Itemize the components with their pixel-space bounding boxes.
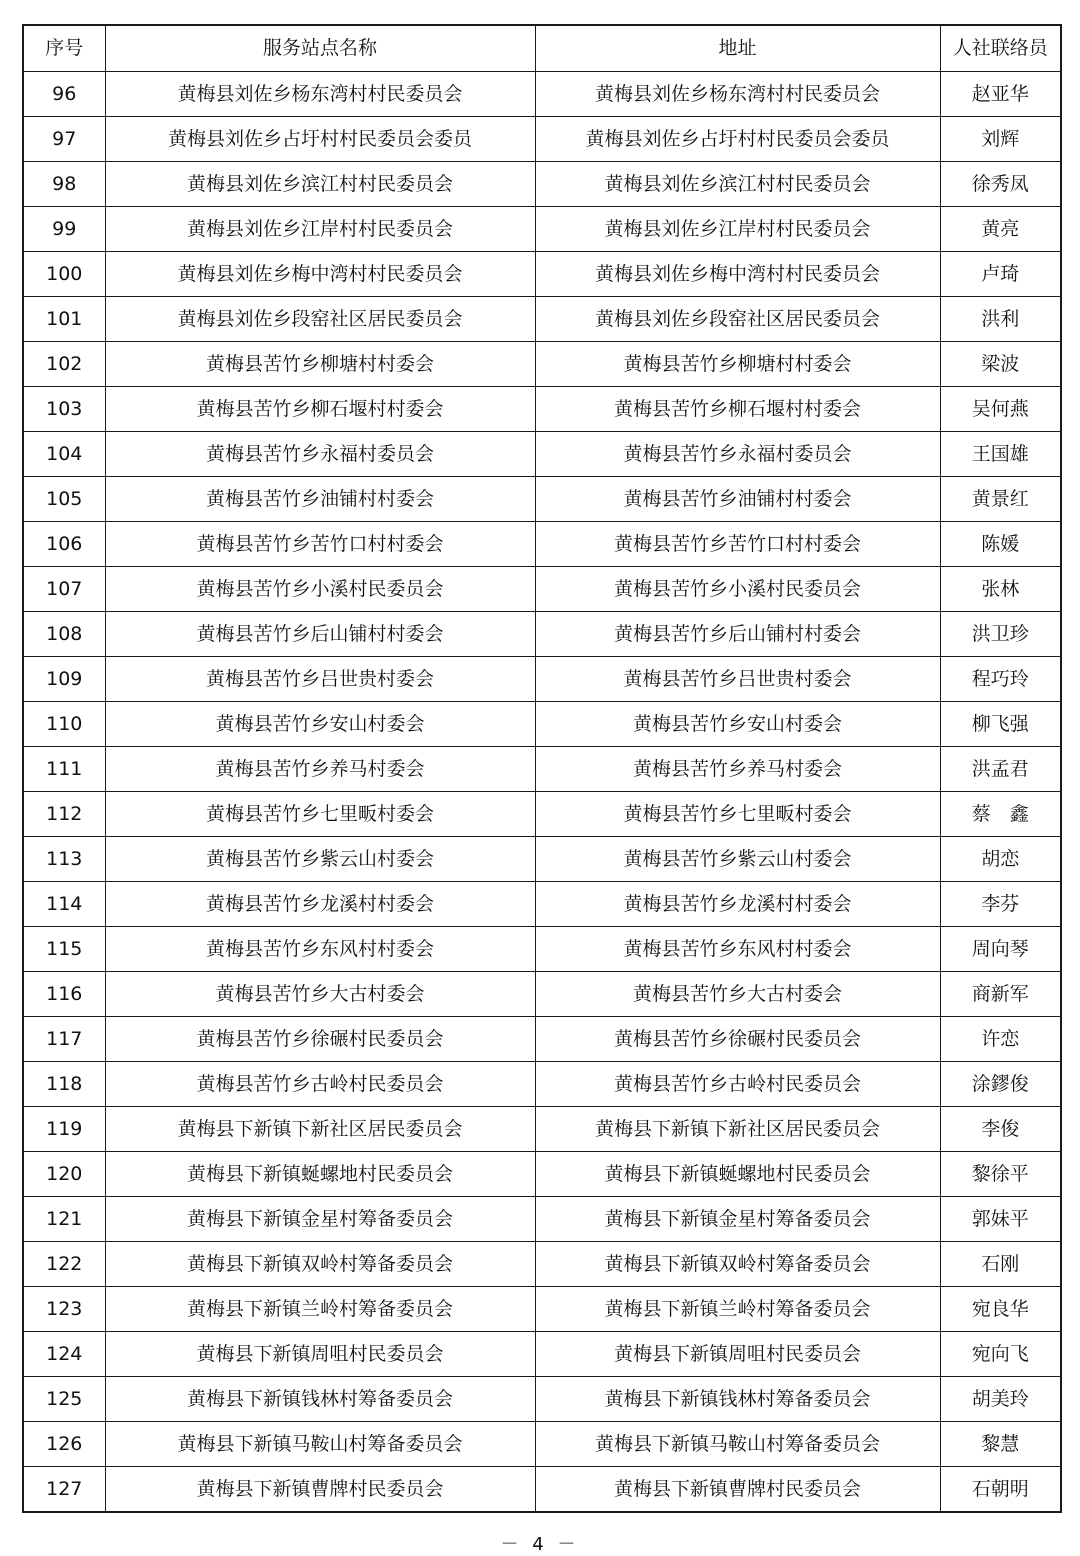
station-name-cell: 黄梅县苦竹乡永福村委员会 (105, 432, 535, 477)
row-index-cell: 115 (23, 927, 105, 972)
station-name-cell: 黄梅县苦竹乡油铺村村委会 (105, 477, 535, 522)
station-name-cell: 黄梅县刘佐乡梅中湾村村民委员会 (105, 252, 535, 297)
row-index-cell: 96 (23, 72, 105, 117)
table-row (23, 1287, 1061, 1332)
table-row (23, 522, 1061, 567)
station-name-cell: 黄梅县下新镇曹牌村民委员会 (105, 1467, 535, 1513)
station-name-cell: 黄梅县刘佐乡江岸村村民委员会 (105, 207, 535, 252)
table-row (23, 1017, 1061, 1062)
station-name-cell: 黄梅县下新镇马鞍山村筹备委员会 (105, 1422, 535, 1467)
station-name-cell: 黄梅县苦竹乡柳石堰村村委会 (105, 387, 535, 432)
service-station-table (22, 24, 1062, 1513)
row-index-cell: 114 (23, 882, 105, 927)
row-index-cell: 117 (23, 1017, 105, 1062)
liaison-cell: 胡恋 (940, 837, 1061, 882)
station-name-cell: 黄梅县刘佐乡段窑社区居民委员会 (105, 297, 535, 342)
address-cell: 黄梅县苦竹乡油铺村村委会 (535, 477, 940, 522)
row-index-cell: 109 (23, 657, 105, 702)
table-row (23, 1422, 1061, 1467)
liaison-cell: 商新军 (940, 972, 1061, 1017)
row-index-cell: 99 (23, 207, 105, 252)
row-index-cell: 118 (23, 1062, 105, 1107)
station-name-cell: 黄梅县苦竹乡徐碾村民委员会 (105, 1017, 535, 1062)
address-cell: 黄梅县刘佐乡滨江村村民委员会 (535, 162, 940, 207)
address-cell: 黄梅县苦竹乡柳石堰村村委会 (535, 387, 940, 432)
address-cell: 黄梅县下新镇马鞍山村筹备委员会 (535, 1422, 940, 1467)
table-row (23, 432, 1061, 477)
address-cell: 黄梅县苦竹乡古岭村民委员会 (535, 1062, 940, 1107)
row-index-cell: 105 (23, 477, 105, 522)
station-name-cell: 黄梅县下新镇蜒螺地村民委员会 (105, 1152, 535, 1197)
table-row (23, 567, 1061, 612)
liaison-cell: 黎慧 (940, 1422, 1061, 1467)
liaison-cell: 洪孟君 (940, 747, 1061, 792)
table-row (23, 162, 1061, 207)
station-name-cell: 黄梅县苦竹乡安山村委会 (105, 702, 535, 747)
table-row (23, 972, 1061, 1017)
row-index-cell: 119 (23, 1107, 105, 1152)
row-index-cell: 108 (23, 612, 105, 657)
table-row (23, 342, 1061, 387)
address-cell: 黄梅县刘佐乡段窑社区居民委员会 (535, 297, 940, 342)
table-row (23, 1062, 1061, 1107)
table-row (23, 1242, 1061, 1287)
address-cell: 黄梅县苦竹乡永福村委员会 (535, 432, 940, 477)
liaison-cell: 胡美玲 (940, 1377, 1061, 1422)
liaison-cell: 周向琴 (940, 927, 1061, 972)
column-header-station-name: 服务站点名称 (105, 25, 535, 72)
station-name-cell: 黄梅县苦竹乡养马村委会 (105, 747, 535, 792)
station-name-cell: 黄梅县苦竹乡吕世贵村委会 (105, 657, 535, 702)
liaison-cell: 李俊 (940, 1107, 1061, 1152)
station-name-cell: 黄梅县苦竹乡龙溪村村委会 (105, 882, 535, 927)
table-row (23, 927, 1061, 972)
row-index-cell: 110 (23, 702, 105, 747)
row-index-cell: 127 (23, 1467, 105, 1513)
column-header-address: 地址 (535, 25, 940, 72)
liaison-cell: 吴何燕 (940, 387, 1061, 432)
liaison-cell: 石朝明 (940, 1467, 1061, 1513)
page-number: － 4 － (500, 1534, 580, 1555)
address-cell: 黄梅县苦竹乡小溪村民委员会 (535, 567, 940, 612)
address-cell: 黄梅县苦竹乡安山村委会 (535, 702, 940, 747)
column-header-index: 序号 (23, 25, 105, 72)
address-cell: 黄梅县苦竹乡苦竹口村村委会 (535, 522, 940, 567)
row-index-cell: 120 (23, 1152, 105, 1197)
row-index-cell: 98 (23, 162, 105, 207)
station-name-cell: 黄梅县苦竹乡小溪村民委员会 (105, 567, 535, 612)
address-cell: 黄梅县刘佐乡江岸村村民委员会 (535, 207, 940, 252)
row-index-cell: 125 (23, 1377, 105, 1422)
liaison-cell: 徐秀凤 (940, 162, 1061, 207)
liaison-cell: 宛向飞 (940, 1332, 1061, 1377)
table-row (23, 1107, 1061, 1152)
row-index-cell: 107 (23, 567, 105, 612)
table-row (23, 477, 1061, 522)
address-cell: 黄梅县苦竹乡吕世贵村委会 (535, 657, 940, 702)
table-row (23, 1197, 1061, 1242)
table-row (23, 747, 1061, 792)
row-index-cell: 116 (23, 972, 105, 1017)
liaison-cell: 洪利 (940, 297, 1061, 342)
table-row (23, 657, 1061, 702)
liaison-cell: 蔡 鑫 (940, 792, 1061, 837)
table-row (23, 882, 1061, 927)
table-row (23, 792, 1061, 837)
address-cell: 黄梅县下新镇金星村筹备委员会 (535, 1197, 940, 1242)
station-name-cell: 黄梅县下新镇兰岭村筹备委员会 (105, 1287, 535, 1332)
address-cell: 黄梅县刘佐乡杨东湾村村民委员会 (535, 72, 940, 117)
station-name-cell: 黄梅县苦竹乡柳塘村村委会 (105, 342, 535, 387)
address-cell: 黄梅县下新镇兰岭村筹备委员会 (535, 1287, 940, 1332)
row-index-cell: 111 (23, 747, 105, 792)
address-cell: 黄梅县下新镇周咀村民委员会 (535, 1332, 940, 1377)
station-name-cell: 黄梅县下新镇金星村筹备委员会 (105, 1197, 535, 1242)
liaison-cell: 郭妹平 (940, 1197, 1061, 1242)
address-cell: 黄梅县苦竹乡龙溪村村委会 (535, 882, 940, 927)
row-index-cell: 121 (23, 1197, 105, 1242)
row-index-cell: 104 (23, 432, 105, 477)
liaison-cell: 宛良华 (940, 1287, 1061, 1332)
table-row (23, 1377, 1061, 1422)
table-row (23, 702, 1061, 747)
row-index-cell: 126 (23, 1422, 105, 1467)
table-body (23, 72, 1061, 1513)
station-name-cell: 黄梅县下新镇下新社区居民委员会 (105, 1107, 535, 1152)
address-cell: 黄梅县刘佐乡梅中湾村村民委员会 (535, 252, 940, 297)
station-name-cell: 黄梅县苦竹乡苦竹口村村委会 (105, 522, 535, 567)
station-name-cell: 黄梅县刘佐乡杨东湾村村民委员会 (105, 72, 535, 117)
address-cell: 黄梅县下新镇钱林村筹备委员会 (535, 1377, 940, 1422)
row-index-cell: 101 (23, 297, 105, 342)
liaison-cell: 赵亚华 (940, 72, 1061, 117)
liaison-cell: 陈媛 (940, 522, 1061, 567)
row-index-cell: 112 (23, 792, 105, 837)
table-row (23, 837, 1061, 882)
table-row (23, 612, 1061, 657)
liaison-cell: 洪卫珍 (940, 612, 1061, 657)
address-cell: 黄梅县苦竹乡七里畈村委会 (535, 792, 940, 837)
station-name-cell: 黄梅县苦竹乡古岭村民委员会 (105, 1062, 535, 1107)
row-index-cell: 123 (23, 1287, 105, 1332)
row-index-cell: 106 (23, 522, 105, 567)
table-row (23, 1152, 1061, 1197)
table-row (23, 1467, 1061, 1513)
station-name-cell: 黄梅县苦竹乡后山铺村村委会 (105, 612, 535, 657)
liaison-cell: 卢琦 (940, 252, 1061, 297)
liaison-cell: 涂鏐俊 (940, 1062, 1061, 1107)
liaison-cell: 许恋 (940, 1017, 1061, 1062)
row-index-cell: 102 (23, 342, 105, 387)
liaison-cell: 柳飞强 (940, 702, 1061, 747)
liaison-cell: 张林 (940, 567, 1061, 612)
address-cell: 黄梅县苦竹乡东风村村委会 (535, 927, 940, 972)
address-cell: 黄梅县苦竹乡徐碾村民委员会 (535, 1017, 940, 1062)
liaison-cell: 黎徐平 (940, 1152, 1061, 1197)
address-cell: 黄梅县下新镇曹牌村民委员会 (535, 1467, 940, 1513)
station-name-cell: 黄梅县下新镇钱林村筹备委员会 (105, 1377, 535, 1422)
row-index-cell: 113 (23, 837, 105, 882)
table-header-row (23, 25, 1061, 72)
liaison-cell: 王国雄 (940, 432, 1061, 477)
table-row (23, 252, 1061, 297)
liaison-cell: 石刚 (940, 1242, 1061, 1287)
table-row (23, 387, 1061, 432)
address-cell: 黄梅县苦竹乡大古村委会 (535, 972, 940, 1017)
address-cell: 黄梅县下新镇下新社区居民委员会 (535, 1107, 940, 1152)
station-name-cell: 黄梅县下新镇周咀村民委员会 (105, 1332, 535, 1377)
address-cell: 黄梅县苦竹乡养马村委会 (535, 747, 940, 792)
table-row (23, 297, 1061, 342)
station-name-cell: 黄梅县苦竹乡大古村委会 (105, 972, 535, 1017)
table-row (23, 207, 1061, 252)
liaison-cell: 黄亮 (940, 207, 1061, 252)
address-cell: 黄梅县苦竹乡后山铺村村委会 (535, 612, 940, 657)
row-index-cell: 124 (23, 1332, 105, 1377)
liaison-cell: 李芬 (940, 882, 1061, 927)
address-cell: 黄梅县下新镇蜒螺地村民委员会 (535, 1152, 940, 1197)
station-name-cell: 黄梅县苦竹乡七里畈村委会 (105, 792, 535, 837)
address-cell: 黄梅县苦竹乡紫云山村委会 (535, 837, 940, 882)
station-name-cell: 黄梅县苦竹乡紫云山村委会 (105, 837, 535, 882)
station-name-cell: 黄梅县下新镇双岭村筹备委员会 (105, 1242, 535, 1287)
row-index-cell: 100 (23, 252, 105, 297)
table-row (23, 117, 1061, 162)
table-row (23, 1332, 1061, 1377)
liaison-cell: 黄景红 (940, 477, 1061, 522)
liaison-cell: 梁波 (940, 342, 1061, 387)
row-index-cell: 103 (23, 387, 105, 432)
row-index-cell: 122 (23, 1242, 105, 1287)
address-cell: 黄梅县下新镇双岭村筹备委员会 (535, 1242, 940, 1287)
column-header-liaison: 人社联络员 (940, 25, 1061, 72)
station-name-cell: 黄梅县刘佐乡滨江村村民委员会 (105, 162, 535, 207)
row-index-cell: 97 (23, 117, 105, 162)
station-name-cell: 黄梅县刘佐乡占圩村村民委员会委员 (105, 117, 535, 162)
address-cell: 黄梅县刘佐乡占圩村村民委员会委员 (535, 117, 940, 162)
table-row (23, 72, 1061, 117)
liaison-cell: 程巧玲 (940, 657, 1061, 702)
station-name-cell: 黄梅县苦竹乡东风村村委会 (105, 927, 535, 972)
address-cell: 黄梅县苦竹乡柳塘村村委会 (535, 342, 940, 387)
liaison-cell: 刘辉 (940, 117, 1061, 162)
